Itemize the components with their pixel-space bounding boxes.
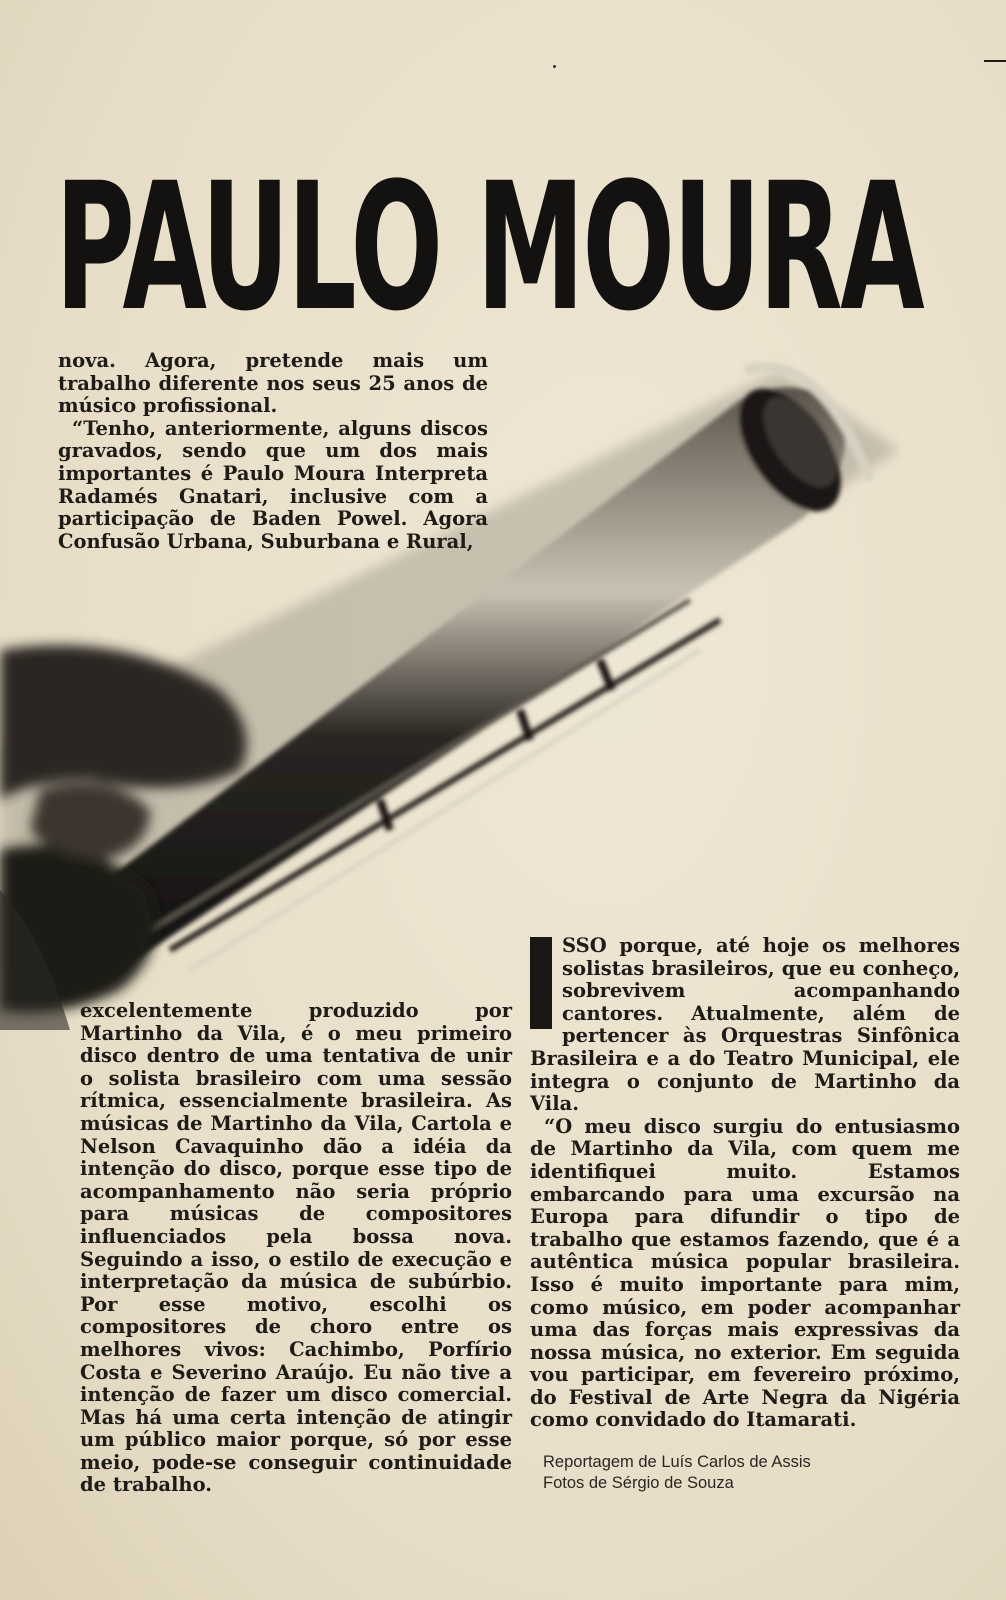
paragraph: “Tenho, anteriormente, alguns discos gravados, sendo que um dos mais importantes é Paulo Moura Interpreta Radamés Gnatari, inclusive com a participação de Baden Powel. Agora Confusão Urbana, Suburbana e Rural, bbox=[58, 416, 488, 553]
headline: PAULO MOURA bbox=[55, 145, 923, 350]
paragraph: nova. Agora, pretende mais um trabalho diferente nos seus 25 anos de músico profissional. bbox=[58, 349, 488, 418]
report-credit: Reportagem de Luís Carlos de Assis bbox=[543, 1453, 811, 1471]
column-2 bbox=[80, 1000, 512, 1497]
paragraph: excelentemente produzido por Martinho da Vila, é o meu primeiro disco dentro de uma tentativa de unir o solista brasileiro com uma sessão rítmica, essencialmente brasileira. As músicas de Martinho da Vila, Cartola e Nelson Cavaquinho dão a idéia da intenção do disco, porque esse tipo de acompanhamento não seria próprio para músicas de compositores influenciados pela bossa nova. Seguindo a isso, o estilo de execução e interpretação da música de subúrbio. Por esse motivo, escolhi os compositores de choro entre os melhores vivos: Cachimbo, Porfírio Costa e Severino Araújo. Eu não tive a intenção de fazer um disco comercial. Mas há uma certa intenção de atingir um público maior porque, só por esse meio, pode-se conseguir continuidade de trabalho. bbox=[80, 999, 512, 1497]
drop-cap-i bbox=[530, 937, 552, 1029]
corner-rule bbox=[984, 60, 1006, 62]
paragraph: “O meu disco surgiu do entusiasmo de Martinho da Vila, com quem me identifiquei muito. Estamos embarcando para uma excursão na Europa para difundir o tipo de trabalho que estamos fazendo, que é a autêntica música popular brasileira. Isso é muito importante para mim, como músico, em poder acompanhar uma das forças mais expressivas da nossa música, no exterior. Em seguida vou participar, em fevereiro próximo, do Festival de Arte Negra da Nigéria como convidado do Itamarati. bbox=[530, 1114, 960, 1432]
column-3 bbox=[530, 935, 960, 1432]
speck bbox=[553, 65, 556, 68]
paragraph: SSO porque, até hoje os melhores solistas brasileiros, que eu conheço, sobrevivem acompanhando cantores. Atualmente, além de pertencer às Orquestras Sinfônica Brasileira e a do Teatro Municipal, ele integra o conjunto de Martinho da Vila. bbox=[530, 934, 960, 1116]
column-1 bbox=[58, 350, 488, 553]
photo-credit: Fotos de Sérgio de Souza bbox=[543, 1474, 734, 1492]
credits bbox=[543, 1452, 943, 1494]
